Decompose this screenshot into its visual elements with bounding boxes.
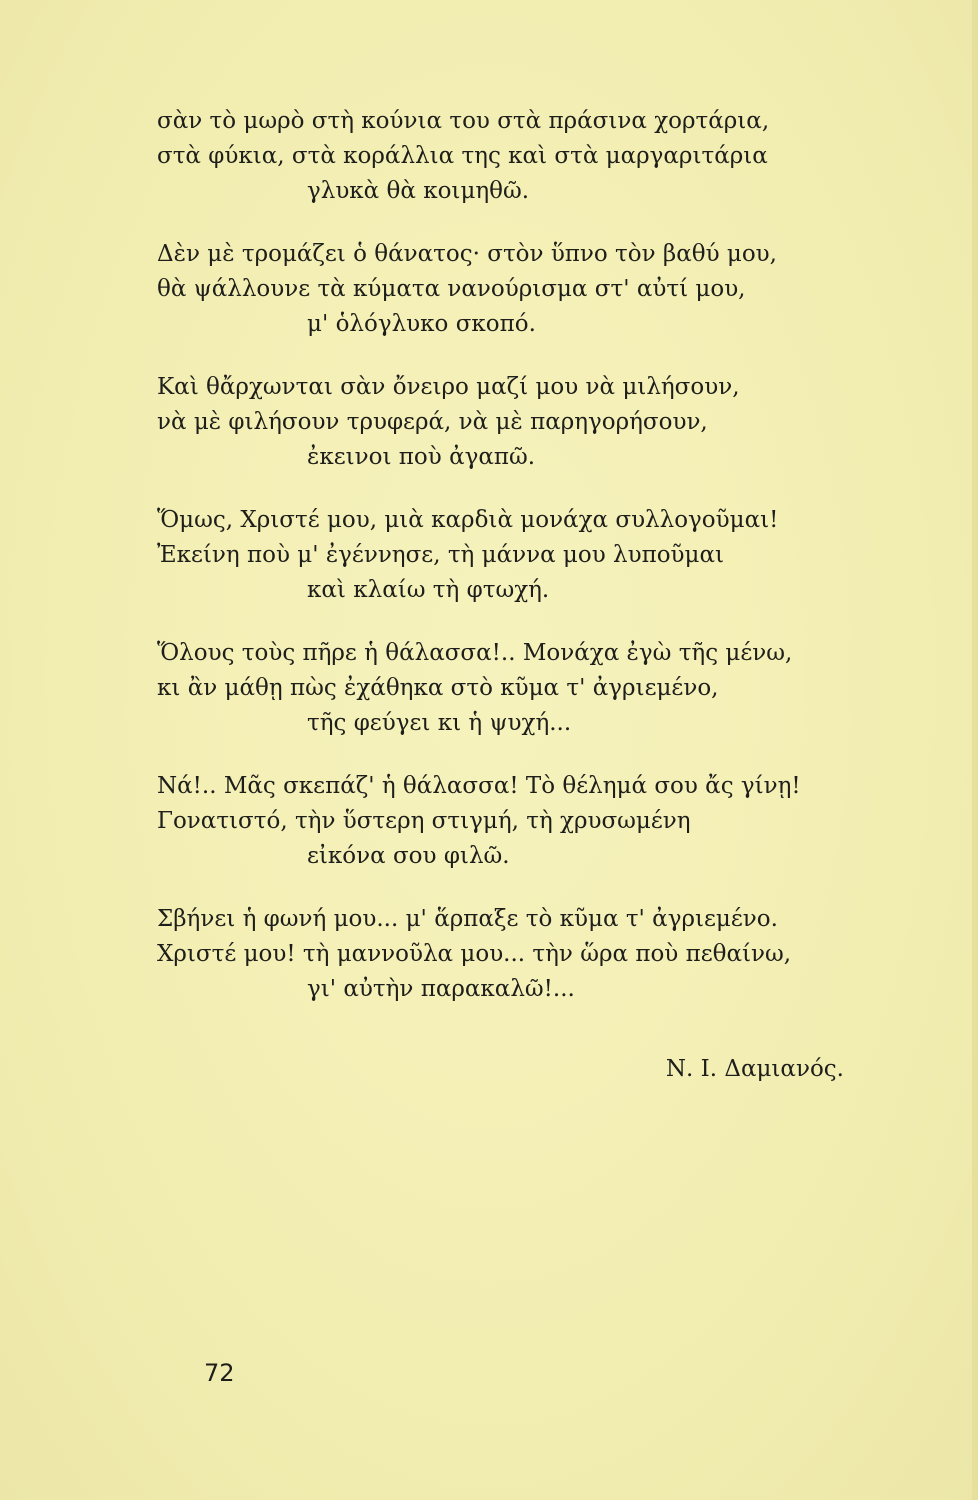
poem-line: Χριστέ μου! τὴ μαννοῦλα μου... τὴν ὥρα ποὺ πεθαίνω, — [157, 941, 792, 967]
poem-text — [157, 104, 857, 1035]
poem-line-refrain: καὶ κλαίω τὴ φτωχή. — [307, 577, 550, 603]
stanza-5 — [157, 636, 857, 741]
poem-line: σὰν τὸ μωρὸ στὴ κούνια του στὰ πράσινα χορτάρια, — [157, 108, 770, 134]
author-signature: Ν. Ι. Δαμιανός. — [665, 1056, 844, 1082]
poem-line-refrain: μ' ὁλόγλυκο σκοπό. — [307, 311, 536, 337]
poem-line: νὰ μὲ φιλήσουν τρυφερά, νὰ μὲ παρηγορήσουν, — [157, 409, 708, 435]
poem-line-refrain: ἐκεινοι ποὺ ἀγαπῶ. — [307, 444, 536, 470]
stanza-7 — [157, 902, 857, 1007]
stanza-1 — [157, 104, 857, 209]
stanza-3 — [157, 370, 857, 475]
poem-line-refrain: γλυκὰ θὰ κοιμηθῶ. — [307, 178, 530, 204]
poem-line: στὰ φύκια, στὰ κοράλλια της καὶ στὰ μαργαριτάρια — [157, 143, 768, 169]
poem-line: Δὲν μὲ τρομάζει ὁ θάνατος· στὸν ὕπνο τὸν βαθύ μου, — [157, 241, 777, 267]
poem-line: Ὅμως, Χριστέ μου, μιὰ καρδιὰ μονάχα συλλογοῦμαι! — [157, 507, 779, 533]
poem-line-refrain: γι' αὐτὴν παρακαλῶ!... — [307, 976, 575, 1002]
poem-line: Νά!.. Μᾶς σκεπάζ' ἡ θάλασσα! Τὸ θέλημά σου ἄς γίνῃ! — [157, 773, 801, 799]
poem-line-refrain: εἰκόνα σου φιλῶ. — [307, 843, 510, 869]
poem-line: Καὶ θἄρχωνται σὰν ὄνειρο μαζί μου νὰ μιλήσουν, — [157, 374, 740, 400]
poem-line-refrain: τῆς φεύγει κι ἡ ψυχή... — [307, 710, 572, 736]
poem-line: θὰ ψάλλουνε τὰ κύματα νανούρισμα στ' αὐτί μου, — [157, 276, 746, 302]
poem-line: Σβήνει ἡ φωνή μου... μ' ἅρπαξε τὸ κῦμα τ' ἀγριεμένο. — [157, 906, 778, 932]
poem-line: κι ἂν μάθῃ πὼς ἐχάθηκα στὸ κῦμα τ' ἀγριεμένο, — [157, 675, 719, 701]
stanza-6 — [157, 769, 857, 874]
poem-line: Ὅλους τοὺς πῆρε ἡ θάλασσα!.. Μονάχα ἐγὼ τῆς μένω, — [157, 640, 793, 666]
stanza-4 — [157, 503, 857, 608]
poem-line: Γονατιστό, τὴν ὕστερη στιγμή, τὴ χρυσωμένη — [157, 808, 691, 834]
page-edge — [972, 0, 978, 1500]
stanza-2 — [157, 237, 857, 342]
poem-line: Ἐκείνη ποὺ μ' ἐγέννησε, τὴ μάννα μου λυποῦμαι — [157, 542, 725, 568]
page-number: 72 — [204, 1359, 235, 1387]
